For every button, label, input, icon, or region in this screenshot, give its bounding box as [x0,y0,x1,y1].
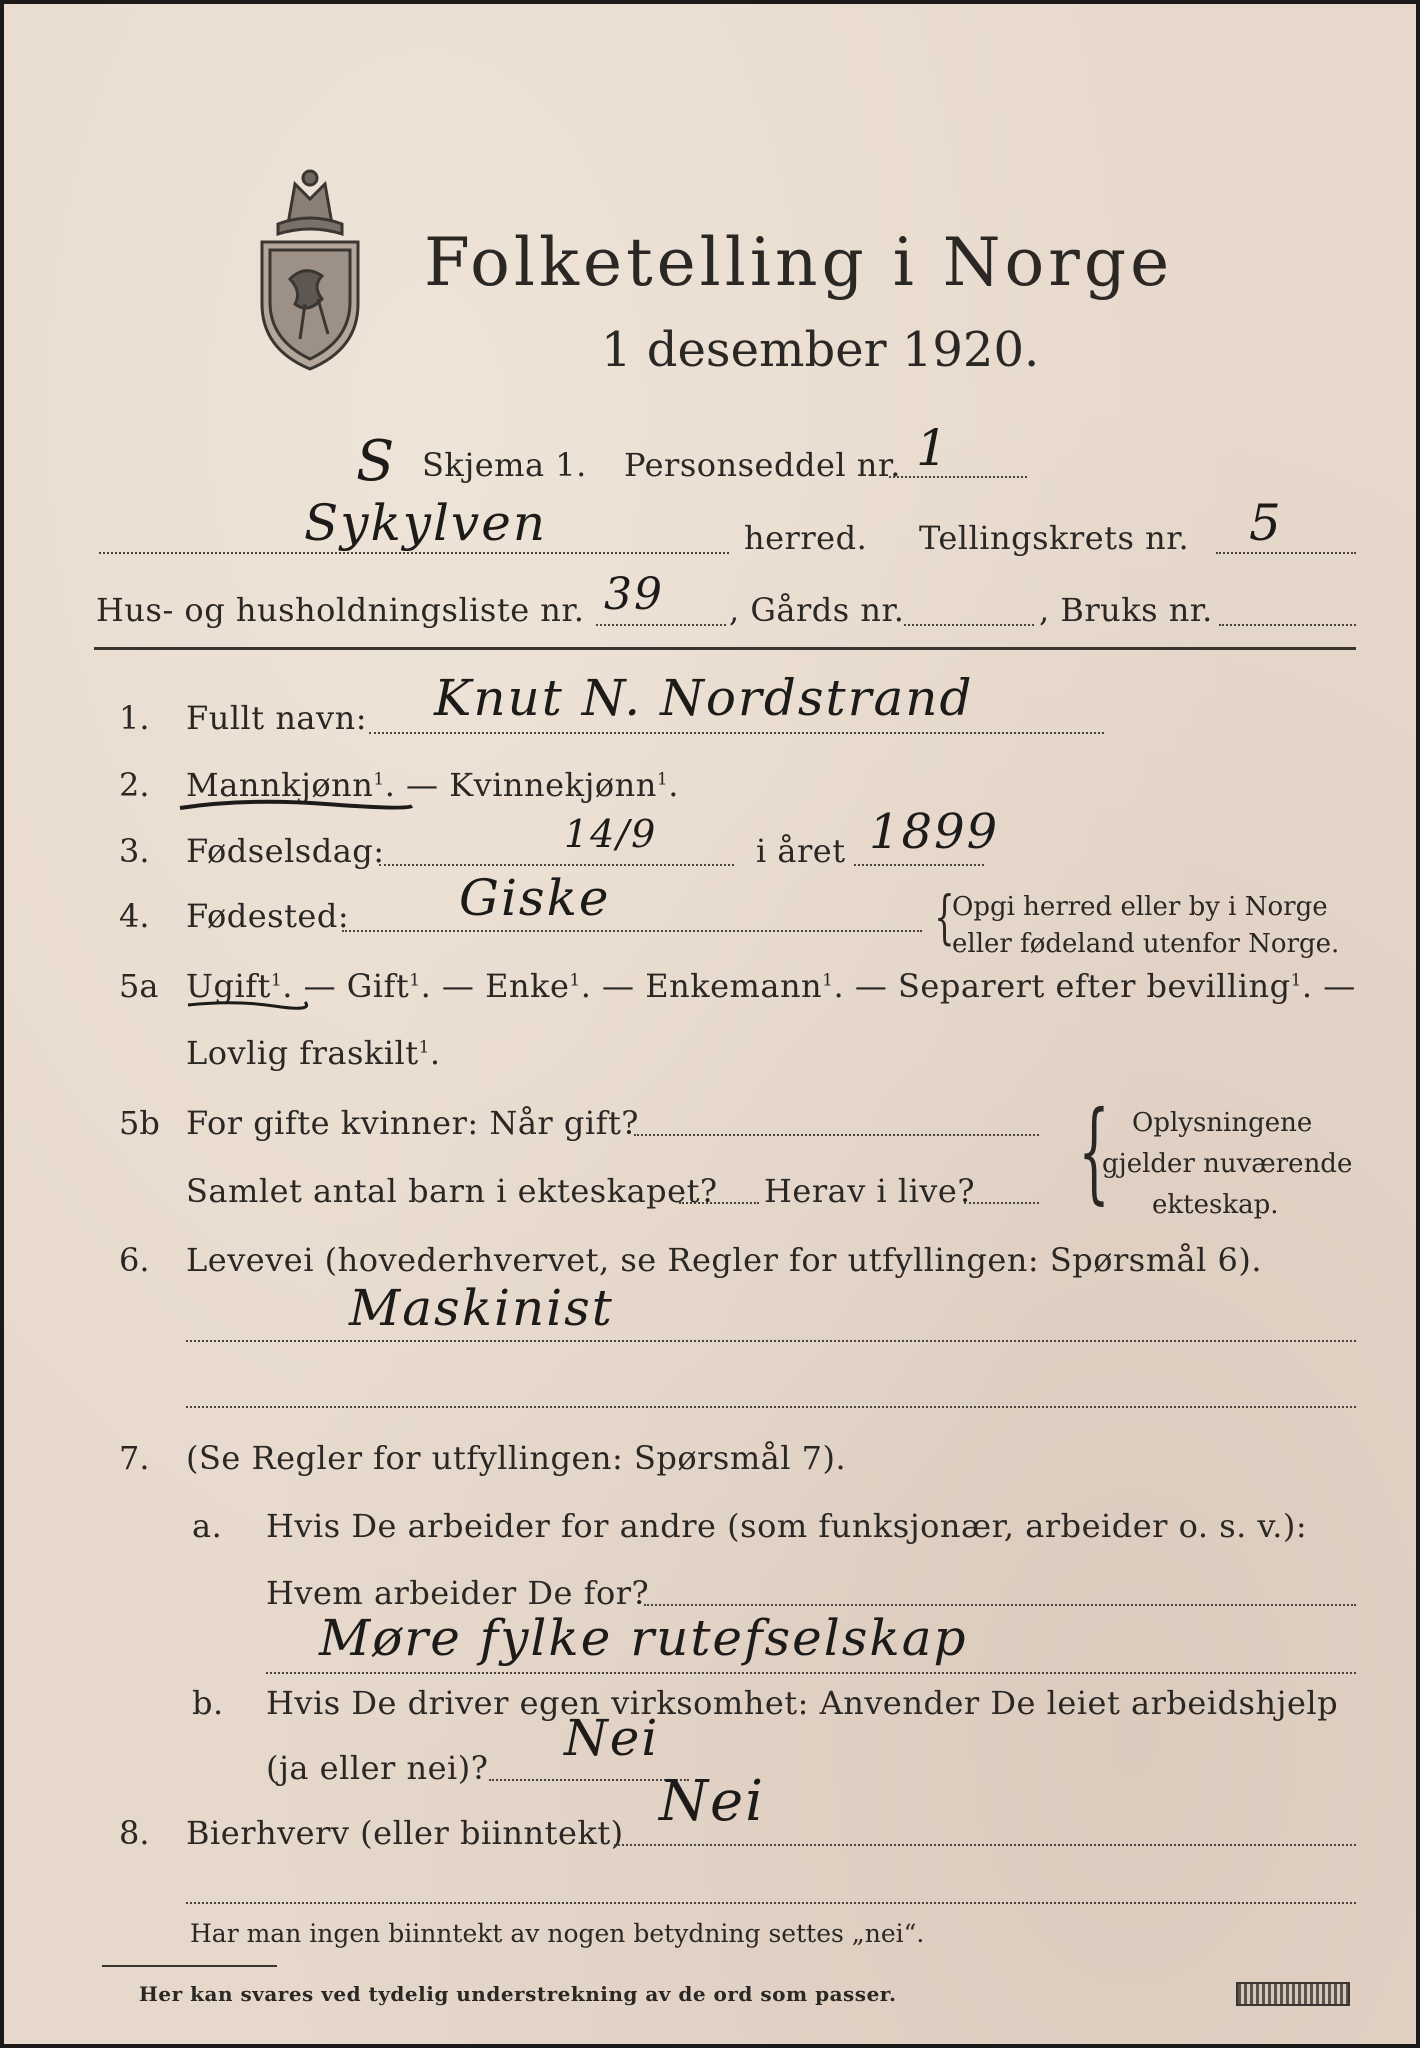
q5a-separert: Separert efter bevilling [898,967,1291,1005]
q4-note-line1: Opgi herred eller by i Norge [952,892,1328,922]
personseddel-line [889,476,1027,478]
q5a-enke: Enke [485,967,570,1005]
footnote-text: Her kan svares ved tydelig understrekning av de ord som passer. [139,1982,897,2006]
q5a-footnote-3: 1 [569,970,581,991]
q5b-line3 [964,1202,1039,1204]
herred-value: Sykylven [304,494,548,552]
underline-mark [176,794,416,818]
gards-label: , Gårds nr. [729,591,905,629]
herred-label: herred. [744,519,868,557]
q5a-number: 5a [119,967,159,1005]
q5b-label2: Samlet antal barn i ekteskapet? [186,1172,718,1210]
q5b-label1: For gifte kvinner: Når gift? [186,1104,639,1142]
q2-separator: . — [384,766,450,804]
q8-value: Nei [659,1769,766,1834]
q2-mannkjonn-label: Mannkjønn [186,766,374,804]
q8-line [614,1844,1356,1846]
q2-footnote-2: 1 [656,769,669,790]
husliste-label: Hus- og husholdningsliste nr. [96,591,585,629]
form-title: Folketelling i Norge [424,224,1174,301]
q7b-value: Nei [564,1709,660,1767]
herred-line [99,552,729,554]
q5a-separator-3: . — [580,967,646,1005]
q8-line2 [186,1902,1356,1904]
handwritten-mark: S [356,429,397,494]
q5a-options [186,967,1356,1005]
skjema-label: Skjema 1. [422,446,587,484]
q5b-number: 5b [119,1104,160,1142]
q5a-lovlig: Lovlig fraskilt [186,1034,419,1072]
q5a-trailing: . — [1301,967,1356,1005]
gards-line [904,624,1034,626]
husliste-line [596,624,726,626]
q7b-letter: b. [192,1684,224,1722]
q1-line [369,732,1104,734]
q4-number: 4. [119,897,150,935]
q7b-question: (ja eller nei)? [266,1749,489,1787]
q7a-label: Hvis De arbeider for andre (som funksjonær, arbeider o. s. v.): [266,1507,1308,1545]
q5b-note-line3: ekteskap. [1152,1190,1279,1220]
q7a-line2 [266,1672,1356,1674]
q2-footnote-1: 1 [373,769,385,790]
q3-year-value: 1899 [869,804,1000,860]
q5b-note-line2: gjelder nuværende [1102,1149,1353,1179]
q8-label: Bierhverv (eller biinntekt) [186,1814,624,1852]
personseddel-value: 1 [916,419,950,477]
q3-number: 3. [119,832,150,870]
q7b-label: Hvis De driver egen virksomhet: Anvender De leiet arbeidshjelp [266,1684,1339,1722]
q3-year-line [854,864,984,866]
tellingskrets-label: Tellingskrets nr. [919,519,1190,557]
q5a-ugift: Ugift [186,967,271,1005]
q5a-separator-1: . — [282,967,347,1005]
q5a-separator-2: . — [420,967,486,1005]
q4-line [342,930,922,932]
q3-year-label: i året [756,832,846,870]
q2-number: 2. [119,766,150,804]
q5a-gift: Gift [346,967,410,1005]
q6-value: Maskinist [349,1279,614,1337]
q4-value: Giske [459,869,611,927]
census-form [4,4,1416,2044]
q5a-footnote-1: 1 [270,970,283,991]
footnote-rule [102,1965,277,1967]
tellingskrets-value: 5 [1249,494,1283,552]
q4-label: Fødested: [186,897,350,935]
printer-stamp [1236,1982,1350,2006]
header-divider [94,647,1356,650]
q5a-option-lovlig [186,1034,441,1072]
q7a-letter: a. [192,1507,223,1545]
q5a-separator-4: . — [833,967,898,1005]
q7a-question: Hvem arbeider De for? [266,1574,650,1612]
q7-number: 7. [119,1439,150,1477]
q1-value: Knut N. Nordstrand [434,669,974,727]
underline-mark [184,996,309,1014]
q1-number: 1. [119,699,150,737]
q4-note-line2: eller fødeland utenfor Norge. [952,929,1340,959]
coat-of-arms-icon [250,164,370,374]
instruction-note: Har man ingen biinntekt av nogen betydning settes „nei“. [190,1919,925,1948]
q2-kvinnekjonn-label: Kvinnekjønn [449,766,657,804]
q7a-line1 [644,1604,1356,1606]
q5a-enkemann: Enkemann [645,967,823,1005]
tellingskrets-line [1216,552,1356,554]
personseddel-label: Personseddel nr. [624,446,901,484]
q5a-footnote-5: 1 [1290,970,1302,991]
q5a-footnote-2: 1 [409,970,421,991]
q3-line [379,864,734,866]
bruks-line [1219,624,1356,626]
q5a-footnote-6: 1 [418,1037,430,1058]
q3-label: Fødselsdag: [186,832,385,870]
q6-number: 6. [119,1241,150,1279]
q2-end: . [668,766,679,804]
q5b-line2 [679,1202,759,1204]
q6-line1 [186,1340,1356,1342]
husliste-value: 39 [604,569,664,620]
q7-label: (Se Regler for utfyllingen: Spørsmål 7). [186,1439,847,1477]
q5a-footnote-4: 1 [822,970,834,991]
q3-value: 14/9 [564,812,658,856]
q6-label: Levevei (hovederhvervet, se Regler for utfyllingen: Spørsmål 6). [186,1241,1263,1279]
q6-line2 [186,1406,1356,1408]
q8-number: 8. [119,1814,150,1852]
q5b-brace: { [1078,1087,1110,1215]
form-date: 1 desember 1920. [601,322,1040,378]
q4-brace: { [934,883,955,951]
q1-label: Fullt navn: [186,699,367,737]
q7a-value: Møre fylke rutefselskap [319,1609,968,1667]
bruks-label: , Bruks nr. [1039,591,1213,629]
q5b-note-line1: Oplysningene [1132,1108,1313,1138]
q5b-line1 [634,1134,1039,1136]
q5b-label3: Herav i live? [764,1172,976,1210]
q5a-end: . [429,1034,441,1072]
